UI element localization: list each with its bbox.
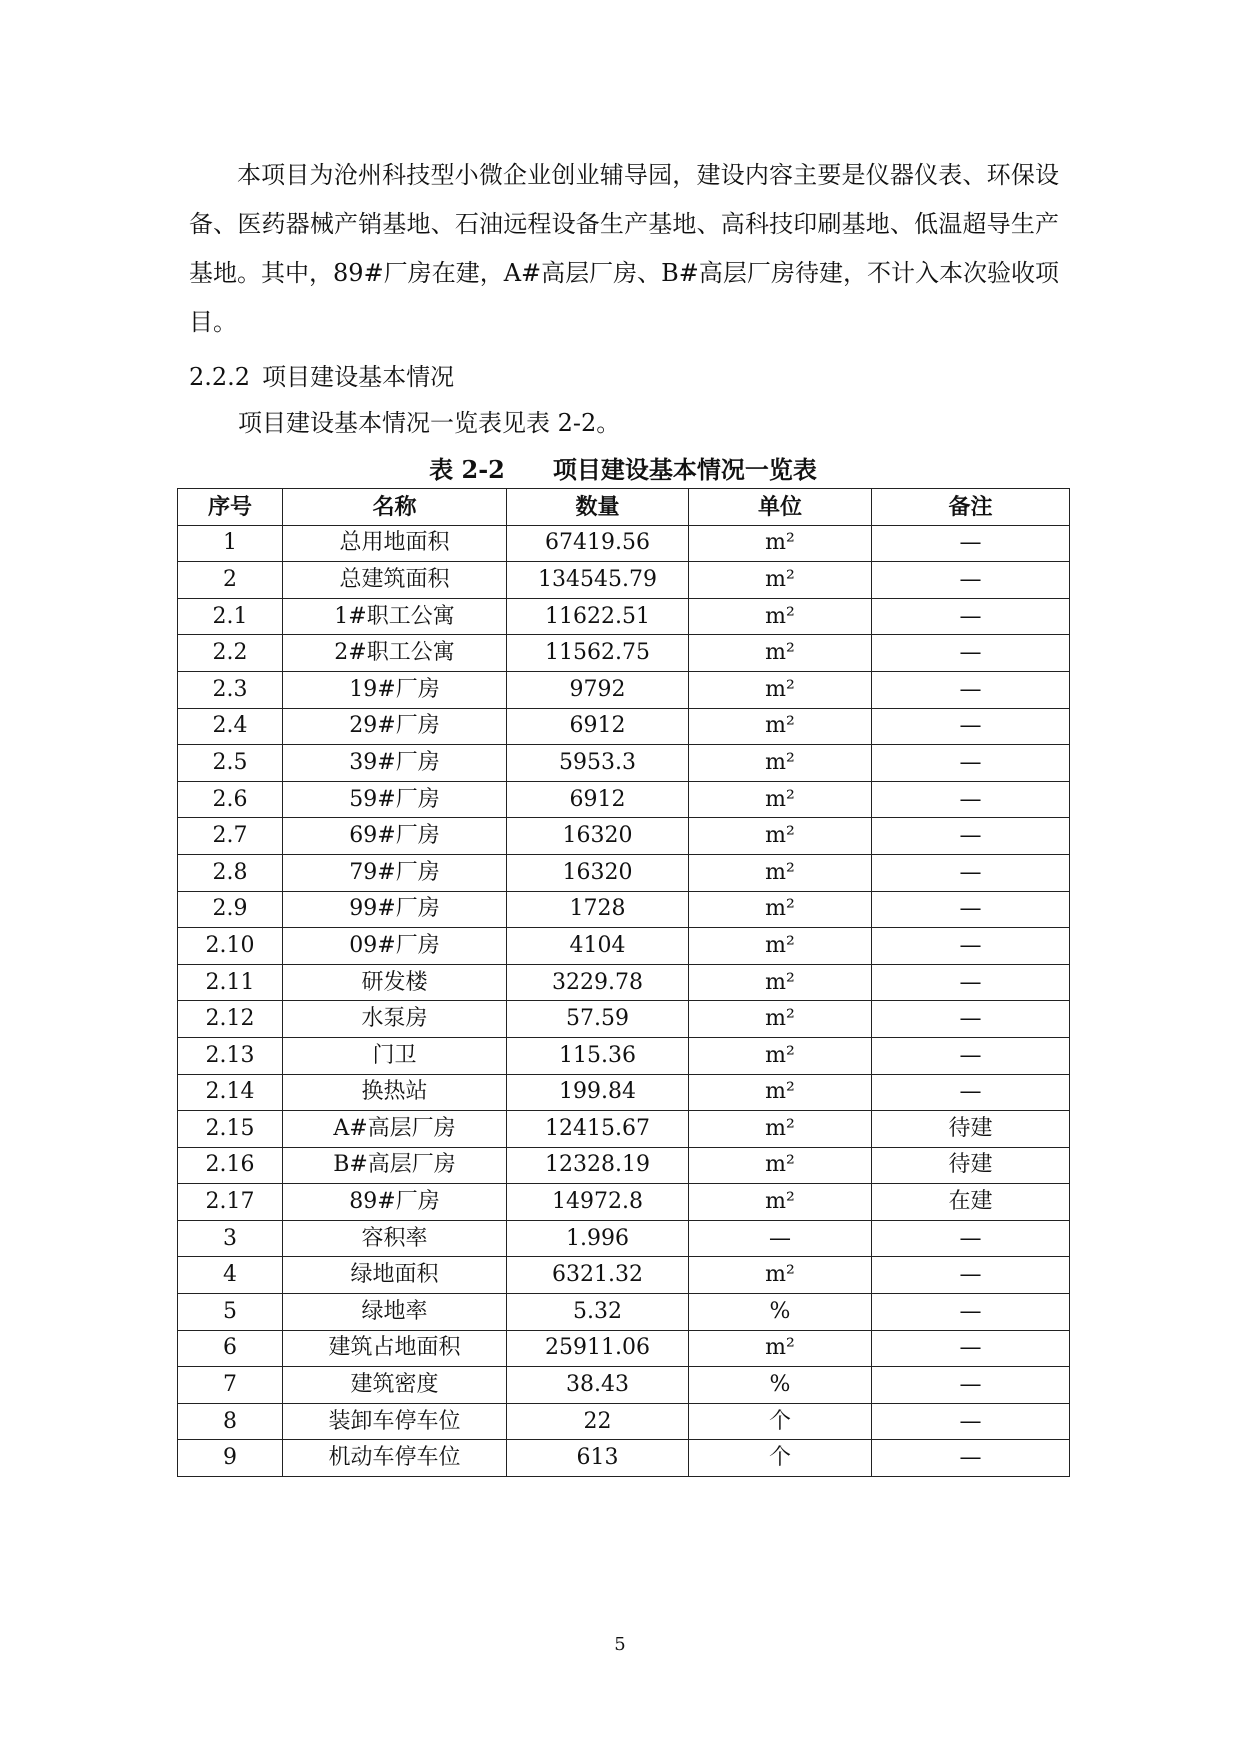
table-cell: 建筑占地面积 (283, 1330, 507, 1367)
table-cell: 11622.51 (507, 598, 689, 635)
table-cell: 1.996 (507, 1220, 689, 1257)
table-cell: B#高层厂房 (283, 1147, 507, 1184)
table-cell: 装卸车停车位 (283, 1403, 507, 1440)
table-row (178, 1074, 1070, 1111)
table-cell: 2#职工公寓 (283, 635, 507, 672)
table-cell: % (689, 1367, 872, 1404)
table-row (178, 1403, 1070, 1440)
table-cell: m² (689, 854, 872, 891)
page-number: 5 (614, 1634, 626, 1655)
table-cell: 1#职工公寓 (283, 598, 507, 635)
header-cell: 备注 (872, 489, 1070, 526)
table-cell: 2.15 (178, 1111, 283, 1148)
table-cell: 4 (178, 1257, 283, 1294)
table-cell: 59#厂房 (283, 781, 507, 818)
table-cell: m² (689, 1330, 872, 1367)
table-cell: 89#厂房 (283, 1184, 507, 1221)
table-cell: m² (689, 781, 872, 818)
table-row (178, 781, 1070, 818)
table-cell: m² (689, 1111, 872, 1148)
table-cell: 7 (178, 1367, 283, 1404)
table-cell: m² (689, 1257, 872, 1294)
table-cell: 19#厂房 (283, 671, 507, 708)
table-row (178, 928, 1070, 965)
table-cell: 38.43 (507, 1367, 689, 1404)
table-cell: m² (689, 562, 872, 599)
table-cell: 2.13 (178, 1037, 283, 1074)
table-cell: — (872, 1440, 1070, 1477)
table-row (178, 635, 1070, 672)
table-cell: 99#厂房 (283, 891, 507, 928)
table-row (178, 598, 1070, 635)
table-header-row (178, 489, 1070, 526)
table-row (178, 818, 1070, 855)
table-cell: % (689, 1294, 872, 1331)
table-cell: — (872, 671, 1070, 708)
table-cell: 2.7 (178, 818, 283, 855)
table-row (178, 854, 1070, 891)
table-cell: m² (689, 635, 872, 672)
table-row (178, 1037, 1070, 1074)
table-cell: 5.32 (507, 1294, 689, 1331)
table-cell: 613 (507, 1440, 689, 1477)
table-cell: m² (689, 1184, 872, 1221)
table-cell: 个 (689, 1440, 872, 1477)
table-cell: — (872, 1403, 1070, 1440)
table-caption-title: 项目建设基本情况一览表 (552, 455, 817, 484)
table-cell: 2.2 (178, 635, 283, 672)
table-cell: 2.9 (178, 891, 283, 928)
table-cell: 3229.78 (507, 964, 689, 1001)
table-cell: 2 (178, 562, 283, 599)
table-cell: — (872, 781, 1070, 818)
table-cell: 16320 (507, 854, 689, 891)
table-cell: — (872, 818, 1070, 855)
table-row (178, 1220, 1070, 1257)
table-cell: — (872, 1037, 1070, 1074)
table-row (178, 1147, 1070, 1184)
table-cell: 水泵房 (283, 1001, 507, 1038)
table-cell: 1 (178, 525, 283, 562)
table-cell: — (872, 598, 1070, 635)
table-intro-text: 项目建设基本情况一览表见表 2-2。 (238, 409, 621, 437)
table-cell: — (872, 1220, 1070, 1257)
table-cell: 在建 (872, 1184, 1070, 1221)
table-cell: 4104 (507, 928, 689, 965)
table-cell: 22 (507, 1403, 689, 1440)
table-cell: 14972.8 (507, 1184, 689, 1221)
section-title: 项目建设基本情况 (262, 363, 455, 391)
table-cell: 6912 (507, 708, 689, 745)
table-cell: 11562.75 (507, 635, 689, 672)
table-cell: — (872, 1257, 1070, 1294)
table-cell: 2.4 (178, 708, 283, 745)
section-heading (189, 359, 454, 395)
table-cell: 2.11 (178, 964, 283, 1001)
table-cell: 2.5 (178, 745, 283, 782)
table-cell: — (872, 928, 1070, 965)
table-cell: 2.14 (178, 1074, 283, 1111)
table-cell: m² (689, 671, 872, 708)
table-cell: 199.84 (507, 1074, 689, 1111)
table-cell: m² (689, 818, 872, 855)
table-cell: 134545.79 (507, 562, 689, 599)
table-cell: 容积率 (283, 1220, 507, 1257)
table-cell: 6321.32 (507, 1257, 689, 1294)
table-cell: m² (689, 1001, 872, 1038)
table-cell: 57.59 (507, 1001, 689, 1038)
table-row (178, 708, 1070, 745)
table-cell: — (872, 745, 1070, 782)
table-caption-number: 表 2-2 (429, 455, 505, 484)
table-row (178, 1330, 1070, 1367)
table-cell: 29#厂房 (283, 708, 507, 745)
table-cell: 6 (178, 1330, 283, 1367)
table-row (178, 1111, 1070, 1148)
table-body (178, 525, 1070, 1476)
table-cell: — (872, 708, 1070, 745)
table-cell: — (872, 562, 1070, 599)
table-cell: — (872, 854, 1070, 891)
table-cell: 6912 (507, 781, 689, 818)
table-cell: 待建 (872, 1147, 1070, 1184)
table-cell: 2.3 (178, 671, 283, 708)
table-cell: — (872, 1001, 1070, 1038)
table-cell: m² (689, 598, 872, 635)
table-cell: — (872, 891, 1070, 928)
table-cell: 门卫 (283, 1037, 507, 1074)
header-cell: 序号 (178, 489, 283, 526)
table-cell: 2.12 (178, 1001, 283, 1038)
table-row (178, 1001, 1070, 1038)
table-cell: 12415.67 (507, 1111, 689, 1148)
table-cell: 2.1 (178, 598, 283, 635)
table-row (178, 1440, 1070, 1477)
table-cell: 绿地面积 (283, 1257, 507, 1294)
table-row (178, 671, 1070, 708)
table-cell: 69#厂房 (283, 818, 507, 855)
table-cell: — (872, 1074, 1070, 1111)
table-cell: m² (689, 1037, 872, 1074)
table-row (178, 525, 1070, 562)
table-row (178, 1294, 1070, 1331)
table-cell: 机动车停车位 (283, 1440, 507, 1477)
table-cell: 8 (178, 1403, 283, 1440)
table-cell: — (872, 1330, 1070, 1367)
table-cell: 79#厂房 (283, 854, 507, 891)
table-cell: 2.8 (178, 854, 283, 891)
table-cell: — (689, 1220, 872, 1257)
table-cell: — (872, 1367, 1070, 1404)
table-cell: 总用地面积 (283, 525, 507, 562)
table-cell: A#高层厂房 (283, 1111, 507, 1148)
table-cell: 9 (178, 1440, 283, 1477)
table-cell: m² (689, 928, 872, 965)
table-row (178, 1184, 1070, 1221)
table-cell: m² (689, 891, 872, 928)
table-cell: 总建筑面积 (283, 562, 507, 599)
table-cell: m² (689, 745, 872, 782)
table-cell: 9792 (507, 671, 689, 708)
table-caption (177, 452, 1069, 488)
table-cell: m² (689, 1147, 872, 1184)
table-cell: 39#厂房 (283, 745, 507, 782)
table-row (178, 562, 1070, 599)
table-cell: 3 (178, 1220, 283, 1257)
body-paragraph: 本项目为沧州科技型小微企业创业辅导园，建设内容主要是仪器仪表、环保设备、医药器械产销基地、石油远程设备生产基地、高科技印刷基地、低温超导生产基地。其中，89#厂房在建，A#高层厂房、B#高层厂房待建，不计入本次验收项目。 (189, 161, 1059, 336)
table-cell: 换热站 (283, 1074, 507, 1111)
table-cell: 2.16 (178, 1147, 283, 1184)
table-cell: — (872, 964, 1070, 1001)
table-row (178, 964, 1070, 1001)
table-cell: 16320 (507, 818, 689, 855)
table-row (178, 1257, 1070, 1294)
table-cell: 建筑密度 (283, 1367, 507, 1404)
table-cell: 1728 (507, 891, 689, 928)
table-cell: — (872, 1294, 1070, 1331)
table-cell: 待建 (872, 1111, 1070, 1148)
table-cell: — (872, 635, 1070, 672)
table-cell: m² (689, 525, 872, 562)
table-cell: 115.36 (507, 1037, 689, 1074)
section-number: 2.2.2 (189, 363, 251, 391)
table-cell: 67419.56 (507, 525, 689, 562)
table-row (178, 1367, 1070, 1404)
table-cell: m² (689, 708, 872, 745)
table-cell: 2.17 (178, 1184, 283, 1221)
table-cell: 5 (178, 1294, 283, 1331)
table-cell: 2.10 (178, 928, 283, 965)
table-cell: 25911.06 (507, 1330, 689, 1367)
table-row (178, 891, 1070, 928)
table-cell: 绿地率 (283, 1294, 507, 1331)
header-cell: 数量 (507, 489, 689, 526)
table-cell: 12328.19 (507, 1147, 689, 1184)
project-summary-table (177, 488, 1070, 1477)
table-cell: — (872, 525, 1070, 562)
table-row (178, 745, 1070, 782)
header-cell: 单位 (689, 489, 872, 526)
table-cell: 2.6 (178, 781, 283, 818)
table-cell: m² (689, 1074, 872, 1111)
table-cell: 研发楼 (283, 964, 507, 1001)
table-cell: 个 (689, 1403, 872, 1440)
table-cell: m² (689, 964, 872, 1001)
table-cell: 09#厂房 (283, 928, 507, 965)
header-cell: 名称 (283, 489, 507, 526)
table-cell: 5953.3 (507, 745, 689, 782)
